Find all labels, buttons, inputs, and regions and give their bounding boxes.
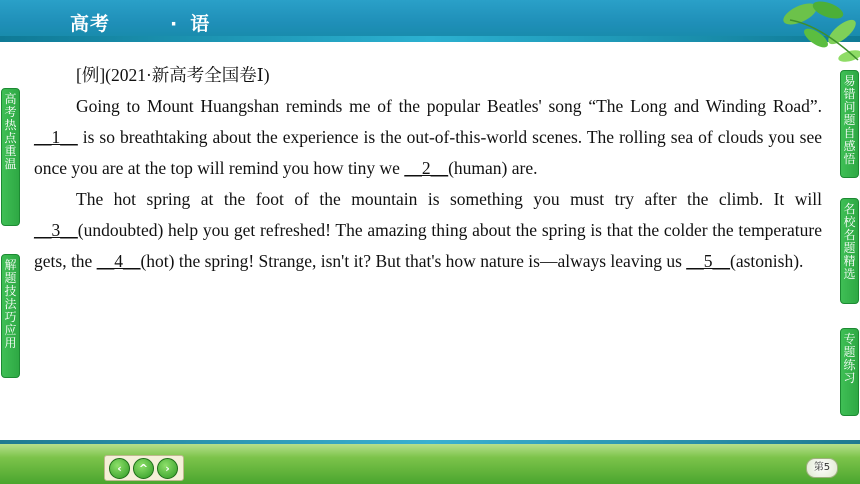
home-icon[interactable]: ^ — [133, 458, 154, 479]
p1-text-b: is so breathtaking about the experience is the out-of-this-world scenes. The rolling sea of clouds you see once you are at the top will remind you how tiny we — [34, 127, 822, 178]
passage-heading: [例](2021·新高考全国卷Ⅰ) — [76, 65, 270, 85]
passage-paragraph-1 — [34, 91, 822, 184]
blank-4: __4__ — [96, 251, 141, 271]
p2-text-a: The hot spring at the foot of the mountain is something you must try after the climb. It will — [76, 189, 822, 209]
p1-text-c: (human) are. — [448, 158, 538, 178]
header-title-left: 高考 — [70, 13, 111, 35]
page-indicator: 第5 — [806, 458, 838, 478]
footer-line — [0, 440, 860, 444]
next-icon[interactable]: › — [157, 458, 178, 479]
tab-famous-school-questions[interactable] — [840, 198, 859, 304]
blank-1: __1__ — [34, 127, 78, 147]
p2-text-c: (hot) the spring! Strange, isn't it? But that's how nature is—always leaving us — [140, 251, 687, 271]
tab-topic-exercises-label: 专题练习 — [843, 332, 856, 385]
tab-solving-techniques[interactable] — [1, 254, 20, 378]
header-title-dot: · — [170, 13, 179, 35]
blank-2: __2__ — [404, 158, 449, 178]
nav-controls — [104, 455, 184, 481]
p2-text-b: (undoubted) help you get refreshed! The amazing thing about the spring is that the colder the temperature gets, the — [34, 220, 822, 271]
header-title-right: 语 — [190, 13, 211, 35]
tab-error-prone-reflection[interactable] — [840, 70, 859, 178]
passage — [34, 60, 822, 277]
tab-hot-topics-review[interactable] — [1, 88, 20, 226]
tab-error-prone-reflection-label: 易错问题自感悟 — [843, 74, 856, 166]
tab-solving-techniques-label: 解题技法巧应用 — [4, 258, 17, 350]
passage-paragraph-2 — [34, 184, 822, 277]
header-title — [70, 9, 210, 36]
tab-hot-topics-review-label: 高考热点重温 — [4, 92, 17, 171]
p2-text-d: (astonish). — [730, 251, 804, 271]
blank-3: __3__ — [34, 220, 78, 240]
prev-icon[interactable]: ‹ — [109, 458, 130, 479]
tab-famous-school-questions-label: 名校名题精选 — [843, 202, 856, 281]
blank-5: __5__ — [686, 251, 731, 271]
tab-topic-exercises[interactable] — [840, 328, 859, 416]
p1-text-a: Going to Mount Huangshan reminds me of the popular Beatles' song “The Long and Winding Road”. — [76, 96, 822, 116]
